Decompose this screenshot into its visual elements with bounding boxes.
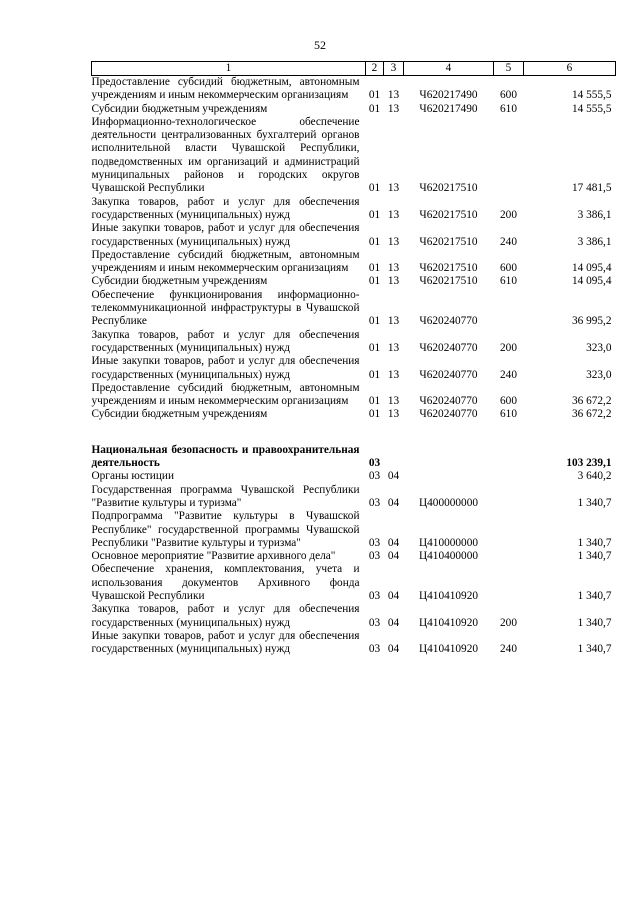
row-expense-type [494, 563, 524, 603]
table-row [92, 408, 616, 421]
row-subsection-code: 04 [387, 536, 400, 549]
page-number: 52 [314, 38, 326, 52]
column-header: 4 [404, 62, 494, 76]
table-row [92, 444, 616, 471]
row-description: Закупка товаров, работ и услуг для обеспечения государственных (муниципальных) нужд [91, 603, 360, 629]
row-section-code: 01 [368, 89, 381, 102]
row-amount: 36 672,2 [571, 408, 612, 421]
row-amount: 14 555,5 [571, 89, 612, 102]
row-description: Субсидии бюджетным учреждениям [91, 102, 268, 115]
row-amount: 1 340,7 [577, 496, 612, 509]
row-subsection-code: 04 [387, 496, 400, 509]
row-description: Основное мероприятие "Развитие архивного дела" [91, 550, 336, 563]
row-target-article: Ц410410920 [419, 589, 478, 602]
row-description: Обеспечение хранения, комплектования, учета и использования документов Архивного фонда Чувашской Республики [91, 563, 360, 602]
row-target-article [404, 444, 494, 471]
row-expense-type: 200 [500, 341, 517, 354]
row-subsection-code: 04 [387, 643, 400, 656]
row-target-article: Ч620217510 [419, 208, 478, 221]
row-amount: 14 095,4 [571, 275, 612, 288]
row-description: Субсидии бюджетным учреждениям [91, 408, 268, 421]
table-row [92, 329, 616, 356]
row-description: Обеспечение функционирования информационно-телекоммуникационной инфраструктуры в Чувашской Республике [91, 288, 360, 328]
row-section-code: 01 [368, 208, 381, 221]
row-subsection-code: 13 [387, 235, 400, 248]
row-expense-type: 610 [500, 102, 517, 115]
table-body [92, 76, 616, 657]
table-row [92, 196, 616, 223]
column-header: 1 [92, 62, 366, 76]
row-subsection-code: 13 [387, 315, 400, 328]
table-row [92, 222, 616, 249]
row-amount: 103 239,1 [566, 457, 612, 470]
row-target-article: Ц410000000 [419, 536, 478, 549]
row-expense-type: 240 [500, 368, 517, 381]
row-description: Закупка товаров, работ и услуг для обеспечения государственных (муниципальных) нужд [91, 328, 360, 354]
table-row [92, 289, 616, 329]
row-amount: 323,0 [586, 368, 612, 381]
row-subsection-code: 13 [387, 408, 400, 421]
column-header: 5 [494, 62, 524, 76]
table-row [92, 275, 616, 288]
row-section-code: 01 [368, 275, 381, 288]
row-expense-type: 240 [500, 235, 517, 248]
row-subsection-code: 04 [387, 589, 400, 602]
row-target-article: Ц410400000 [419, 550, 478, 563]
row-section-code: 01 [368, 395, 381, 408]
row-subsection-code: 13 [387, 341, 400, 354]
row-section-code: 03 [368, 550, 381, 563]
row-section-code: 03 [368, 643, 381, 656]
row-section-code: 03 [368, 457, 381, 470]
row-target-article: Ч620217490 [419, 89, 478, 102]
row-subsection-code [384, 444, 404, 471]
row-expense-type: 240 [500, 643, 517, 656]
row-expense-type: 200 [500, 616, 517, 629]
row-section-code: 03 [368, 589, 381, 602]
row-description: Информационно-технологическое обеспечение деятельности централизованных бухгалтерий органов исполнительной власти Чувашской Республики, подведомственных им организаций и администраций муниципальных районов и городских округов Чувашской Республики [91, 115, 360, 195]
row-section-code: 01 [368, 408, 381, 421]
table-row [92, 563, 616, 603]
row-target-article [404, 470, 494, 483]
row-amount: 1 340,7 [577, 616, 612, 629]
table-row [92, 470, 616, 483]
row-subsection-code: 13 [387, 262, 400, 275]
table-row [92, 249, 616, 276]
table-row [92, 76, 616, 103]
table-row [92, 603, 616, 630]
table-spacer-row [92, 422, 616, 444]
row-description: Субсидии бюджетным учреждениям [91, 275, 268, 288]
budget-table [91, 61, 616, 656]
row-section-code: 01 [368, 262, 381, 275]
row-description: Иные закупки товаров, работ и услуг для обеспечения государственных (муниципальных) нужд [91, 355, 360, 381]
row-subsection-code: 13 [387, 208, 400, 221]
row-amount: 3 640,2 [577, 470, 612, 483]
row-expense-type: 610 [500, 275, 517, 288]
row-amount: 1 340,7 [577, 550, 612, 563]
column-header: 6 [524, 62, 616, 76]
row-expense-type: 610 [500, 408, 517, 421]
table-row [92, 103, 616, 116]
row-subsection-code: 13 [387, 102, 400, 115]
row-section-code: 01 [368, 235, 381, 248]
row-subsection-code: 13 [387, 182, 400, 195]
row-section-code: 03 [368, 616, 381, 629]
row-target-article: Ч620240770 [419, 315, 478, 328]
row-section-code: 01 [368, 368, 381, 381]
row-amount: 36 672,2 [571, 395, 612, 408]
row-expense-type [494, 444, 524, 471]
row-expense-type: 600 [500, 395, 517, 408]
table-row [92, 630, 616, 657]
row-target-article: Ц410410920 [419, 643, 478, 656]
row-target-article: Ч620217510 [419, 235, 478, 248]
row-subsection-code: 13 [387, 368, 400, 381]
row-target-article: Ч620217490 [419, 102, 478, 115]
table-header [92, 62, 616, 76]
row-expense-type [494, 116, 524, 196]
row-subsection-code: 13 [387, 275, 400, 288]
row-expense-type: 600 [500, 89, 517, 102]
row-amount: 17 481,5 [571, 182, 612, 195]
row-section-code: 03 [368, 536, 381, 549]
row-section-code: 03 [368, 496, 381, 509]
row-expense-type [494, 510, 524, 550]
row-amount: 36 995,2 [571, 315, 612, 328]
row-subsection-code: 04 [387, 550, 400, 563]
column-header: 2 [366, 62, 384, 76]
row-description: Иные закупки товаров, работ и услуг для обеспечения государственных (муниципальных) нужд [91, 629, 360, 656]
row-target-article: Ч620240770 [419, 395, 478, 408]
row-target-article: Ч620217510 [419, 275, 478, 288]
row-amount: 3 386,1 [577, 235, 612, 248]
row-description: Иные закупки товаров, работ и услуг для обеспечения государственных (муниципальных) нужд [91, 222, 360, 248]
table-row [92, 355, 616, 382]
row-description: Предоставление субсидий бюджетным, автономным учреждениям и иным некоммерческим организациям [91, 248, 360, 275]
row-description: Предоставление субсидий бюджетным, автономным учреждениям и иным некоммерческим организациям [91, 76, 360, 102]
row-description: Подпрограмма "Развитие культуры в Чувашской Республике" государственной программы Чувашской Республики "Развитие культуры и туризма" [91, 510, 360, 549]
row-target-article: Ч620240770 [419, 341, 478, 354]
spacer-cell [92, 422, 616, 444]
row-description: Национальная безопасность и правоохранительная деятельность [91, 443, 360, 470]
table-row [92, 382, 616, 409]
row-subsection-code: 13 [387, 395, 400, 408]
row-target-article: Ц400000000 [419, 496, 478, 509]
table-row [92, 116, 616, 196]
row-target-article: Ч620240770 [419, 408, 478, 421]
row-expense-type [494, 550, 524, 563]
row-expense-type: 200 [500, 208, 517, 221]
row-amount: 1 340,7 [577, 536, 612, 549]
table-row [92, 484, 616, 511]
row-description: Предоставление субсидий бюджетным, автономным учреждениям и иным некоммерческим организациям [91, 381, 360, 408]
column-header: 3 [384, 62, 404, 76]
row-section-code: 01 [368, 341, 381, 354]
row-amount: 1 340,7 [577, 589, 612, 602]
table-row [92, 550, 616, 563]
row-section-code: 01 [368, 315, 381, 328]
row-section-code: 03 [368, 470, 381, 483]
row-section-code: 01 [368, 102, 381, 115]
table-row [92, 510, 616, 550]
row-amount: 1 340,7 [577, 643, 612, 656]
row-expense-type: 600 [500, 262, 517, 275]
row-expense-type [494, 470, 524, 483]
row-amount: 14 095,4 [571, 262, 612, 275]
row-target-article: Ц410410920 [419, 616, 478, 629]
row-description: Закупка товаров, работ и услуг для обеспечения государственных (муниципальных) нужд [91, 195, 360, 221]
row-target-article: Ч620217510 [419, 182, 478, 195]
row-amount: 323,0 [586, 341, 612, 354]
row-section-code: 01 [368, 182, 381, 195]
row-description: Государственная программа Чувашской Республики "Развитие культуры и туризма" [91, 483, 360, 509]
row-subsection-code: 04 [387, 470, 400, 483]
row-description: Органы юстиции [91, 470, 174, 483]
row-target-article: Ч620217510 [419, 262, 478, 275]
row-subsection-code: 04 [387, 616, 400, 629]
row-amount: 3 386,1 [577, 208, 612, 221]
row-subsection-code: 13 [387, 89, 400, 102]
row-expense-type [494, 289, 524, 329]
row-amount: 14 555,5 [571, 102, 612, 115]
row-target-article: Ч620240770 [419, 368, 478, 381]
row-expense-type [494, 484, 524, 511]
